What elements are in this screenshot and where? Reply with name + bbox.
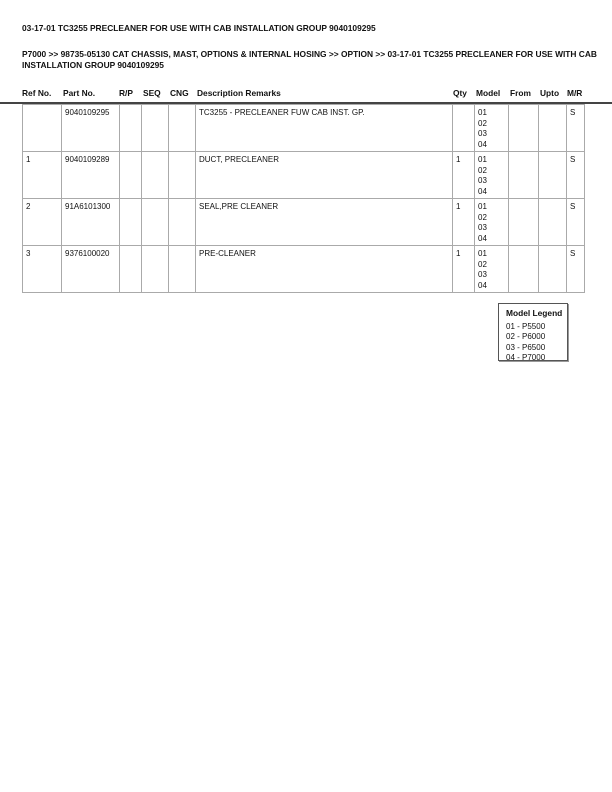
- legend-item: 02 - P6000: [506, 332, 546, 341]
- cell-from: [509, 152, 539, 199]
- cell-from: [509, 105, 539, 152]
- column-header: CNG: [170, 88, 189, 98]
- model-code: 01: [478, 155, 487, 164]
- model-code: 03: [478, 129, 487, 138]
- cell-seq: [142, 105, 169, 152]
- model-code: 03: [478, 270, 487, 279]
- model-legend: [498, 303, 568, 361]
- cell-qty: 1: [453, 199, 475, 246]
- cell-model: [475, 246, 509, 293]
- cell-from: [509, 199, 539, 246]
- cell-mr: S: [567, 152, 585, 199]
- cell-model: [475, 199, 509, 246]
- column-header: SEQ: [143, 88, 161, 98]
- model-code: 04: [478, 280, 487, 290]
- model-code: 03: [478, 176, 487, 185]
- legend-item: 01 - P5500: [506, 321, 546, 331]
- column-header: Upto: [540, 88, 560, 98]
- model-code: 04: [478, 186, 487, 196]
- cell-ref-no: 2: [23, 199, 62, 246]
- cell-seq: [142, 152, 169, 199]
- cell-rp: [120, 152, 142, 199]
- cell-seq: [142, 199, 169, 246]
- cell-part-no: 91A6101300: [62, 199, 120, 246]
- cell-rp: [120, 105, 142, 152]
- cell-model: [475, 105, 509, 152]
- cell-ref-no: 1: [23, 152, 62, 199]
- cell-cng: [169, 246, 196, 293]
- column-header: Part No.: [63, 88, 96, 98]
- page-title: 03-17-01 TC3255 PRECLEANER FOR USE WITH CAB INSTALLATION GROUP 9040109295: [22, 23, 376, 33]
- cell-part-no: 9376100020: [62, 246, 120, 293]
- cell-upto: [539, 105, 567, 152]
- model-code: 02: [478, 118, 487, 128]
- column-header: R/P: [119, 88, 133, 98]
- legend-item: 04 - P7000: [506, 353, 546, 362]
- column-header: Model: [476, 88, 501, 98]
- legend-title: Model Legend: [506, 308, 563, 318]
- cell-description: SEAL,PRE CLEANER: [196, 199, 453, 246]
- cell-mr: S: [567, 246, 585, 293]
- model-code: 02: [478, 212, 487, 222]
- cell-cng: [169, 199, 196, 246]
- model-code: 02: [478, 165, 487, 175]
- cell-qty: 1: [453, 246, 475, 293]
- table-row: [23, 246, 585, 293]
- cell-upto: [539, 246, 567, 293]
- model-code: 01: [478, 249, 487, 258]
- model-code: 02: [478, 259, 487, 269]
- table-row: [23, 199, 585, 246]
- cell-qty: 1: [453, 152, 475, 199]
- breadcrumb: P7000 >> 98735-05130 CAT CHASSIS, MAST, OPTIONS & INTERNAL HOSING >> OPTION >> 03-17-01 TC3255 PRECLEANER FOR USE WITH CAB INSTALLATION GROUP 9040109295: [22, 49, 597, 70]
- cell-from: [509, 246, 539, 293]
- model-code: 03: [478, 223, 487, 232]
- cell-mr: S: [567, 199, 585, 246]
- column-header: Description Remarks: [197, 88, 281, 98]
- legend-item: 03 - P6500: [506, 342, 546, 352]
- model-code: 04: [478, 233, 487, 243]
- cell-upto: [539, 199, 567, 246]
- cell-model: [475, 152, 509, 199]
- cell-rp: [120, 199, 142, 246]
- table-row: [23, 105, 585, 152]
- model-code: 04: [478, 139, 487, 149]
- column-header: Qty: [453, 88, 467, 98]
- column-header: From: [510, 88, 531, 98]
- cell-description: PRE-CLEANER: [196, 246, 453, 293]
- cell-description: TC3255 - PRECLEANER FUW CAB INST. GP.: [196, 105, 453, 152]
- cell-upto: [539, 152, 567, 199]
- model-code: 01: [478, 108, 487, 117]
- parts-table: [22, 104, 585, 293]
- model-code: 01: [478, 202, 487, 211]
- cell-qty: [453, 105, 475, 152]
- cell-cng: [169, 152, 196, 199]
- cell-seq: [142, 246, 169, 293]
- column-header: M/R: [567, 88, 583, 98]
- cell-part-no: 9040109295: [62, 105, 120, 152]
- cell-ref-no: 3: [23, 246, 62, 293]
- cell-description: DUCT, PRECLEANER: [196, 152, 453, 199]
- cell-ref-no: [23, 105, 62, 152]
- table-row: [23, 152, 585, 199]
- cell-part-no: 9040109289: [62, 152, 120, 199]
- column-header: Ref No.: [22, 88, 52, 98]
- cell-rp: [120, 246, 142, 293]
- cell-cng: [169, 105, 196, 152]
- cell-mr: S: [567, 105, 585, 152]
